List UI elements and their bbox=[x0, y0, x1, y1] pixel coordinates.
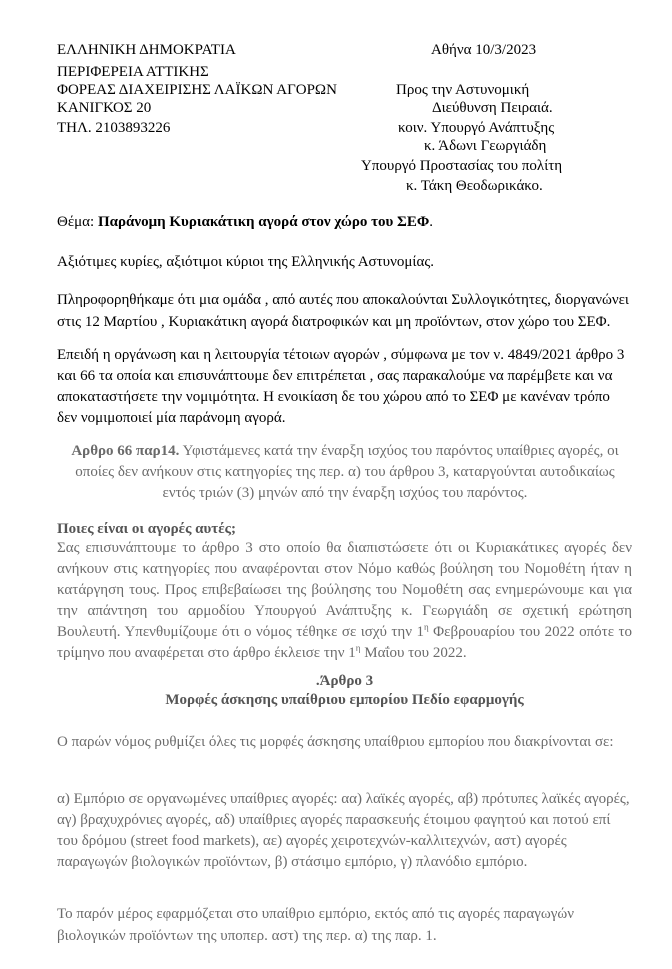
subject-text: Παράνομη Κυριακάτικη αγορά στον χώρο του ΣΕΦ bbox=[97, 214, 430, 230]
body-paragraph-1: Πληροφορηθήκαμε ότι μια ομάδα , από αυτές που αποκαλούνται Συλλογικότητες, διοργανώνει στις 12 Μαρτίου , Κυριακάτικη αγορά διατροφικών και μη προϊόντων, στον χώρο του ΣΕΦ. bbox=[57, 292, 629, 330]
sender-organization: ΦΟΡΕΑΣ ΔΙΑΧΕΙΡΙΣΗΣ ΛΑΪΚΩΝ ΑΓΟΡΩΝ bbox=[57, 82, 337, 98]
superscript-2: η bbox=[355, 643, 361, 653]
recipient-line-5: Υπουργό Προστασίας του πολίτη bbox=[361, 158, 563, 174]
article-66-quote bbox=[70, 441, 620, 504]
greeting: Αξιότιμες κυρίες, αξιότιμοι κύριοι της Ελληνικής Αστυνομίας. bbox=[57, 254, 435, 270]
which-markets-text bbox=[57, 538, 632, 664]
which-markets-text-c: Μαΐου του 2022. bbox=[360, 645, 467, 661]
sender-phone: ΤΗΛ. 2103893226 bbox=[57, 120, 171, 136]
recipient-line-2: Διεύθυνση Πειραιά. bbox=[432, 100, 553, 116]
which-markets-heading: Ποιες είναι οι αγορές αυτές; bbox=[57, 521, 236, 537]
subject-line bbox=[57, 211, 433, 233]
recipient-line-1: Προς την Αστυνομική bbox=[396, 82, 530, 98]
article-66-text: Υφιστάμενες κατά την έναρξη ισχύος του παρόντος υπαίθριες αγορές, οι οποίες δεν ανήκουν στις κατηγορίες της περ. α) του άρθρου 3, καταργούνται αυτοδικαίως εντός τριών (3) μηνών από την έναρξη ισχύος του παρόντος. bbox=[75, 443, 619, 501]
subject-label: Θέμα: bbox=[57, 214, 98, 230]
subject-end: . bbox=[429, 214, 434, 230]
sender-country: ΕΛΛΗΝΙΚΗ ΔΗΜΟΚΡΑΤΙΑ bbox=[57, 42, 236, 58]
article-66-label: Αρθρο 66 παρ14. bbox=[71, 443, 180, 459]
recipient-line-4: κ. Άδωνι Γεωργιάδη bbox=[424, 138, 547, 154]
article-3-paragraph-3: Το παρόν μέρος εφαρμόζεται στο υπαίθριο εμπόριο, εκτός από τις αγορές παραγωγών βιολογικών προϊόντων της υποπερ. αστ) της περ. α) της παρ. 1. bbox=[57, 906, 575, 944]
recipient-line-6: κ. Τάκη Θεοδωρικάκο. bbox=[406, 178, 543, 194]
which-markets-text-b: Φεβρουαρίου του 2022 οπότε το τρίμηνο που αναφέρεται στο άρθρο έκλεισε την 1 bbox=[57, 624, 632, 661]
superscript-1: η bbox=[424, 622, 429, 632]
which-markets-text-a: Σας επισυνάπτουμε το άρθρο 3 στο οποίο θα διαπιστώσετε ότι οι Κυριακάτικες αγορές δεν ανήκουν στις κατηγορίες που αναφέρονται στον Νόμο καθώς βούληση του Νομοθέτη ήταν η κατάργηση τους. Προς επιβεβαίωσει της βούλησης του Νομοθέτη σας ενημερώνουμε και για την απάντηση του αρμοδίου Υπουργού Ανάπτυξης κ. Γεωργιάδη σε σχετική ερώτηση Βουλευτή. Υπενθυμίζουμε ότι ο νόμος τέθηκε σε ισχύ την 1 bbox=[57, 540, 632, 640]
article-3-paragraph-2: α) Εμπόριο σε οργανωμένες υπαίθριες αγορές: αα) λαϊκές αγορές, αβ) πρότυπες λαϊκές αγορές, αγ) βραχυχρόνιες αγορές, αδ) υπαίθριες αγορές παρασκευής έτοιμου φαγητού και ποτού επί του δρόμου (street food markets), αε) αγορές χειροτεχνών-καλλιτεχνών, αστ) αγορές παραγωγών βιολογικών προϊόντων, β) στάσιμο εμπόριο, γ) πλανόδιο εμπόριο. bbox=[57, 791, 630, 870]
article-3-title: .Άρθρο 3 bbox=[315, 673, 374, 689]
recipient-line-3: κοιν. Υπουργό Ανάπτυξης bbox=[398, 120, 555, 136]
article-3-paragraph-1: Ο παρών νόμος ρυθμίζει όλες τις μορφές άσκησης υπαίθριου εμπορίου που διακρίνονται σε: bbox=[57, 734, 614, 750]
body-paragraph-2: Επειδή η οργάνωση και η λειτουργία τέτοιων αγορών , σύμφωνα με τον ν. 4849/2021 άρθρο 3 και 66 τα οποία και επισυνάπτουμε δεν επιτρέπεται , σας παρακαλούμε να παρέμβετε και να αποκαταστήσετε την νομιμότητα. Η ενοικίαση δε του χώρου από το ΣΕΦ με κανέναν τρόπο δεν νομιμοποιεί μία παράνομη αγορά. bbox=[57, 347, 625, 426]
sender-address: ΚΑΝΙΓΚΟΣ 20 bbox=[57, 100, 152, 116]
sender-region: ΠΕΡΙΦΕΡΕΙΑ ΑΤΤΙΚΗΣ bbox=[57, 64, 209, 80]
letter-date: Αθήνα 10/3/2023 bbox=[431, 42, 537, 58]
article-3-subtitle: Μορφές άσκησης υπαίθριου εμπορίου Πεδίο εφαρμογής bbox=[165, 692, 524, 708]
